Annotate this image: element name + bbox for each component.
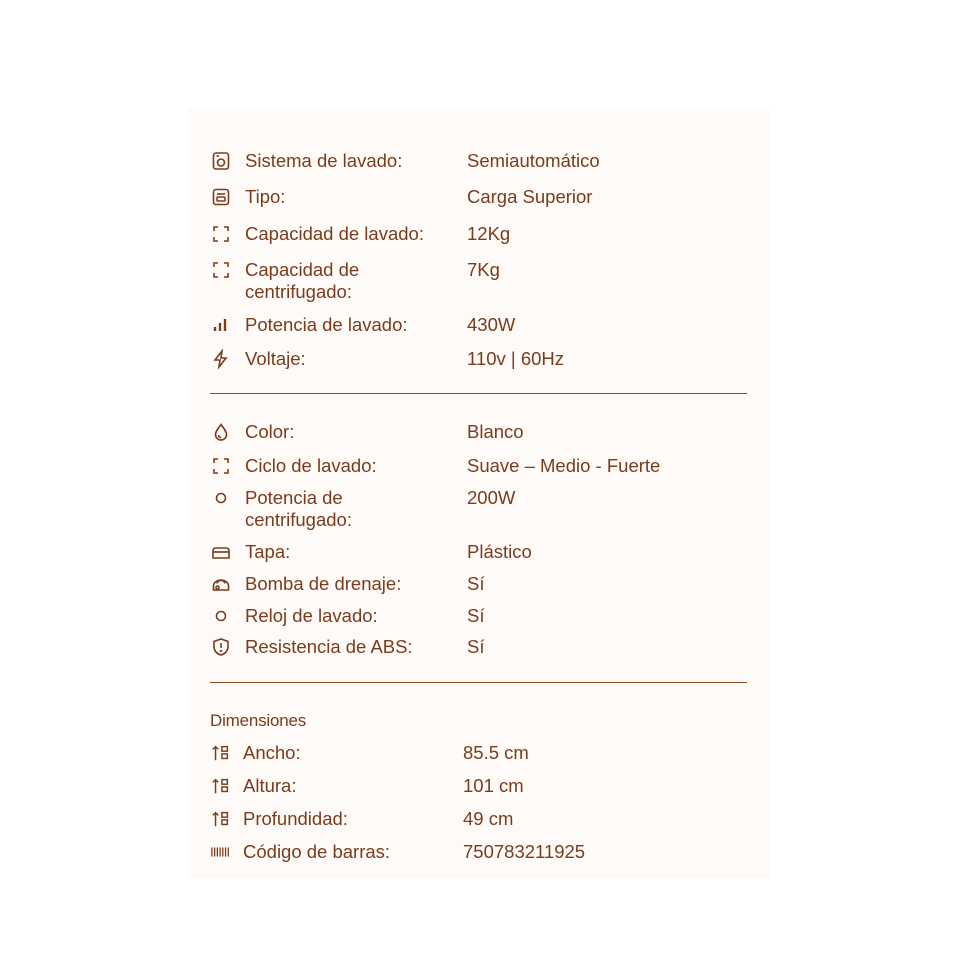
spec-value: Plástico [467,541,532,562]
spec-value: 200W [467,487,516,508]
spec-label: Reloj de lavado: [245,605,378,626]
barcode-icon [210,841,232,863]
spec-value: Carga Superior [467,186,593,207]
dimension-icon [210,808,232,830]
spec-label: Resistencia de ABS: [245,636,413,657]
spec-value: Sí [467,636,485,657]
spec-value: Sí [467,605,485,626]
spec-label-line: centrifugado: [245,281,352,302]
spec-label: Voltaje: [245,348,306,369]
capacity-icon [210,223,232,245]
spec-value: 49 cm [463,808,514,829]
spec-value: Sí [467,573,485,594]
dimension-icon [210,742,232,764]
cycle-icon [210,455,232,477]
spec-value: Semiautomático [467,150,600,171]
drop-icon [210,421,232,443]
pump-icon [210,573,232,595]
spec-label-multiline [245,487,460,531]
spec-value: 7Kg [467,259,500,280]
spec-label: Profundidad: [243,808,348,829]
spec-label-line: Potencia de [245,487,343,508]
shield-icon [210,636,232,658]
spec-label: Ancho: [243,742,301,763]
section-divider [210,393,747,394]
spec-label: Potencia de lavado: [245,314,408,335]
spec-value: 110v | 60Hz [467,348,565,369]
spec-label: Tapa: [245,541,291,562]
lightning-icon [210,348,232,370]
dimensions-title: Dimensiones [210,711,307,730]
spec-label: Sistema de lavado: [245,150,403,171]
washer-icon [210,150,232,172]
dimension-icon [210,775,232,797]
power-bars-icon [210,314,232,336]
spec-label: Bomba de drenaje: [245,573,402,594]
spec-label-multiline [245,259,460,303]
circle-icon [210,487,232,509]
spec-label: Ciclo de lavado: [245,455,377,476]
spec-label: Tipo: [245,186,286,207]
spec-value: 12Kg [467,223,511,244]
spec-label-line: centrifugado: [245,509,352,530]
spec-value: 750783211925 [463,841,586,862]
spec-label: Código de barras: [243,841,391,862]
spec-label: Altura: [243,775,297,796]
spec-value: 101 cm [463,775,524,796]
spec-value: Suave – Medio - Fuerte [467,455,661,476]
spec-label: Color: [245,421,295,442]
spec-value: Blanco [467,421,524,442]
section-divider [210,682,747,683]
lid-icon [210,541,232,563]
spec-value: 85.5 cm [463,742,529,763]
spec-value: 430W [467,314,516,335]
clock-icon [210,605,232,627]
load-type-icon [210,186,232,208]
spec-label: Capacidad de lavado: [245,223,424,244]
capacity-icon [210,259,232,281]
spec-label-line: Capacidad de [245,259,360,280]
